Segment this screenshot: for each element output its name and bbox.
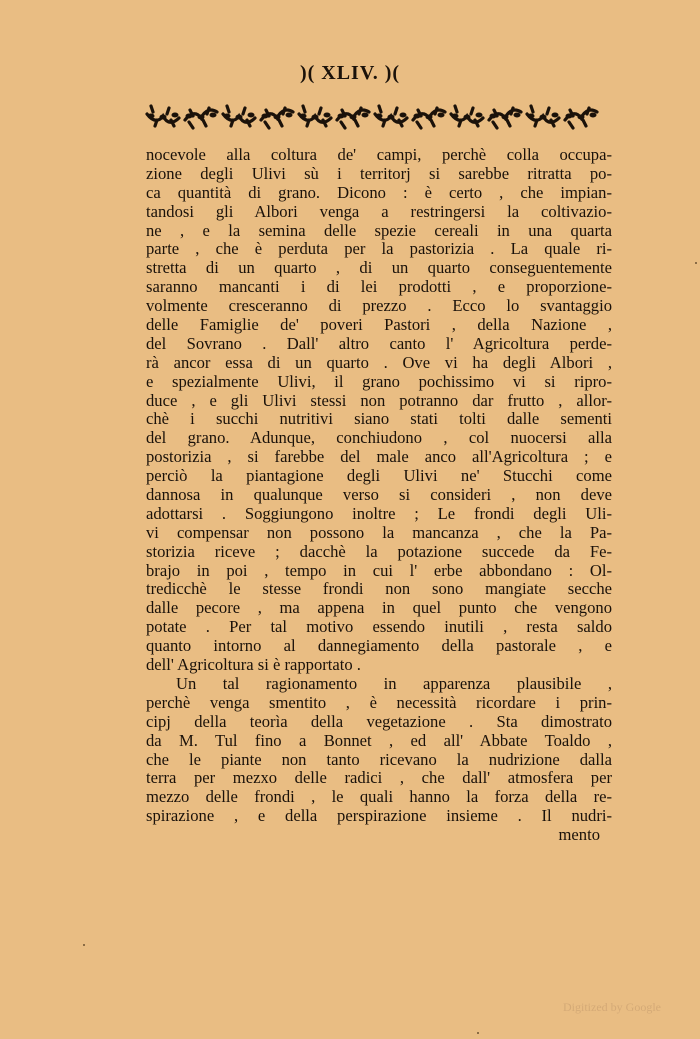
- leaf-ornament-icon: [299, 106, 331, 126]
- scan-speck: [695, 262, 697, 264]
- body-text: [146, 146, 612, 845]
- text-line: tredicchè le stesse frondi non sono mangiate secche: [146, 579, 612, 599]
- text-line: del grano. Adunque, conchiudono , col nuocersi alla: [146, 428, 612, 448]
- text-line: terra per mezxo delle radici , che dall' atmosfera per: [146, 768, 612, 788]
- leaf-ornament-icon: [527, 106, 559, 126]
- text-line: da M. Tul fino a Bonnet , ed all' Abbate Toaldo ,: [146, 730, 612, 750]
- text-line: zione degli Ulivi sù i territorj si sarebbe ritratta po-: [146, 163, 612, 183]
- scan-speck: [83, 944, 85, 946]
- leaf-ornament-icon: [565, 108, 597, 128]
- text-line: postorizia , si farebbe del male anco all'Agricoltura ; e: [146, 447, 612, 467]
- text-line: ca quantità di grano. Dicono : è certo , che impian-: [146, 182, 612, 202]
- text-line: dannosa in qualunque verso si consideri , non deve: [146, 485, 612, 505]
- text-line: duce , e gli Ulivi stessi non potranno dar frutto , allor-: [146, 390, 612, 410]
- text-line: perchè venga smentito , è necessità ricordare i prin-: [146, 692, 612, 712]
- leaf-ornament-icon: [223, 106, 255, 126]
- text-line: ne , e la semina delle spezie cereali in una quarta: [146, 220, 612, 240]
- text-line: dalle pecore , ma appena in quel punto che vengono: [146, 598, 612, 618]
- text-line: spirazione , e della perspirazione insieme . Il nudri-: [146, 806, 612, 826]
- leaf-ornament-icon: [375, 106, 407, 126]
- leaf-ornament-icon: [337, 108, 369, 128]
- text-line: delle Famiglie de' poveri Pastori , della Nazione ,: [146, 315, 612, 335]
- text-line: nocevole alla coltura de' campi, perchè colla occupa-: [146, 145, 612, 164]
- leaf-ornament-icon: [185, 108, 217, 128]
- text-line: saranno mancanti i di lei prodotti , e proporzione-: [146, 277, 612, 297]
- text-line: mezzo delle frondi , le quali hanno la forza della re-: [146, 787, 612, 807]
- text-line: vi compensar non possono la mancanza , che la Pa-: [146, 522, 612, 542]
- text-line: e spezialmente Ulivi, il grano pochissimo vi si ripro-: [146, 371, 612, 391]
- text-line: stretta di un quarto , di un quarto conseguentemente: [146, 258, 612, 278]
- text-line: Un tal ragionamento in apparenza plausibile ,: [176, 673, 612, 693]
- watermark: Digitized by Google: [563, 1000, 661, 1014]
- leaf-ornament-icon: [413, 108, 445, 128]
- text-line: potate . Per tal motivo essendo inutili , resta saldo: [146, 617, 612, 637]
- text-line: tandosi gli Albori venga a restringersi la coltivazio-: [146, 201, 612, 221]
- text-line: storizia riceve ; dacchè la potazione succede da Fe-: [146, 541, 612, 561]
- text-line: parte , che è perduta per la pastorizia . La quale ri-: [146, 239, 612, 259]
- text-line: volmente cresceranno di prezzo . Ecco lo svantaggio: [146, 296, 612, 316]
- text-line: del Sovrano . Dall' altro canto l' Agricoltura perde-: [146, 333, 612, 353]
- text-line: rà ancor essa di un quarto . Ove vi ha degli Albori ,: [146, 352, 612, 372]
- text-line: dell' Agricoltura si è rapportato .: [146, 655, 361, 675]
- text-line: chè i succhi nutritivi siano stati tolti dalle sementi: [146, 409, 612, 429]
- page-number: )( XLIV. )(: [299, 62, 401, 84]
- leaf-ornament-icon: [261, 108, 293, 128]
- text-line: che le piante non tanto ricevano la nudrizione dalla: [146, 749, 612, 769]
- text-line: adottarsi . Soggiungono inoltre ; Le frondi degli Uli-: [146, 503, 612, 523]
- text-line: cipj della teorìa della vegetazione . Sta dimostrato: [146, 711, 612, 731]
- text-line: brajo in poi , tempo in cui l' erbe abbondano : Ol-: [146, 560, 612, 580]
- leaf-ornament-icon: [147, 106, 179, 126]
- text-line: perciò la piantagione degli Ulivi ne' Stucchi come: [146, 466, 612, 486]
- text-line: mento: [558, 825, 600, 845]
- leaf-ornament-icon: [489, 108, 521, 128]
- decorative-ornament-border: [145, 104, 601, 130]
- leaf-ornament-icon: [451, 106, 483, 126]
- text-line: quanto intorno al dannegiamento della pastorale , e: [146, 636, 612, 656]
- scan-speck: [477, 1032, 479, 1034]
